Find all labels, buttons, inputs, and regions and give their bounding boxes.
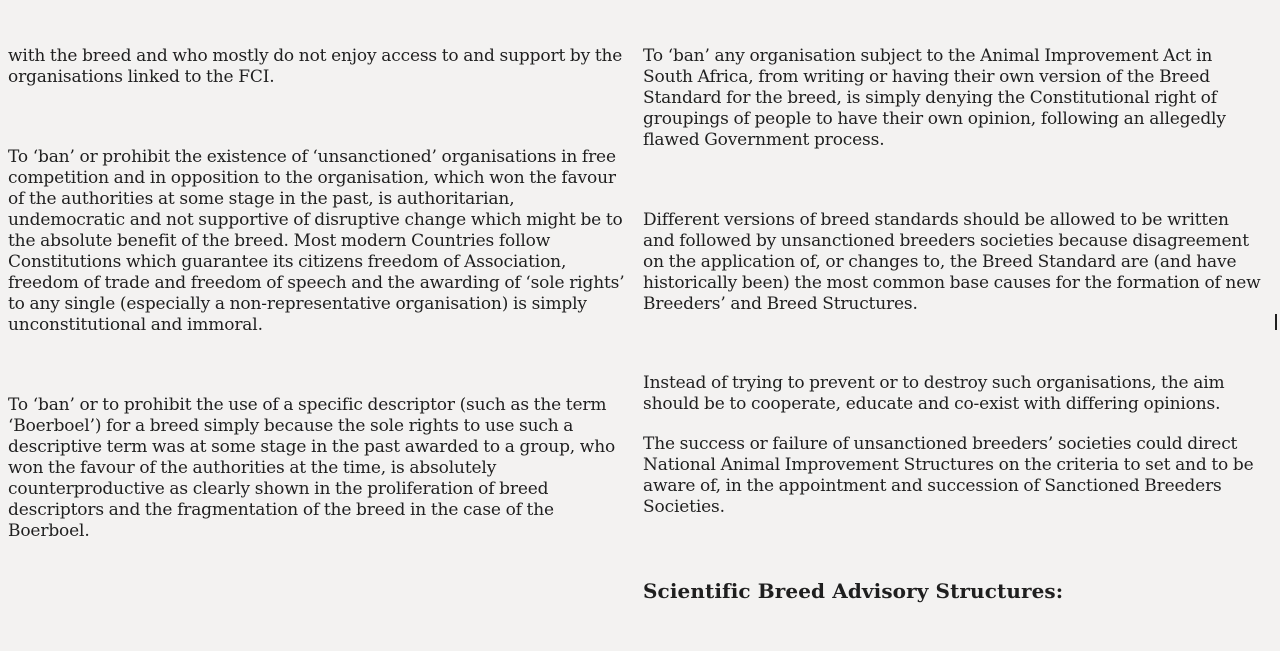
paragraph: To ‘ban’ any organisation subject to the Animal Improvement Act in South Africa, from writing or having their own version of the Breed Standard for the breed, is simply denying the Constitutional right of groupings of people to have their own opinion, following an allegedly flawed Government process. <box>643 46 1226 150</box>
paragraph: Instead of trying to prevent or to destroy such organisations, the aim should be to cooperate, educate and co-exist with differing opinions. <box>643 373 1225 414</box>
section-heading: Scientific Breed Advisory Structures: <box>643 579 1064 603</box>
paragraph: with the breed and who mostly do not enjoy access to and support by the organisations linked to the FCI. <box>8 46 623 87</box>
text-cursor <box>1275 314 1277 330</box>
paragraph: To ‘ban’ or to prohibit the use of a specific descriptor (such as the term ‘Boerboel’) for a breed simply because the sole rights to use such a descriptive term was at some stage in the past awarded to a group, who won the favour of the authorities at the time, is absolutely counterproductive as clearly shown in the proliferation of breed descriptors and the fragmentation of the breed in the case of the Boerboel. <box>8 395 616 541</box>
paragraph: To ‘ban’ or prohibit the existence of ‘unsanctioned’ organisations in free competition and in opposition to the organisation, which won the favour of the authorities at some stage in the past, is authoritarian, undemocratic and not supportive of disruptive change which might be to the absolute benefit of the breed. Most modern Countries follow Constitutions which guarantee its citizens freedom of Association, freedom of trade and freedom of speech and the awarding of ‘sole rights’ to any single (especially a non-representative organisation) is simply unconstitutional and immoral. <box>8 147 625 335</box>
paragraph: Different versions of breed standards should be allowed to be written and followed by unsanctioned breeders societies because disagreement on the application of, or changes to, the Breed Standard are (and have historically been) the most common base causes for the formation of new Breeders’ and Breed Structures. <box>643 210 1261 314</box>
paragraph: The success or failure of unsanctioned breeders’ societies could direct National Animal Improvement Structures on the criteria to set and to be aware of, in the appointment and succession of Sanctioned Breeders Societies. <box>643 434 1254 517</box>
